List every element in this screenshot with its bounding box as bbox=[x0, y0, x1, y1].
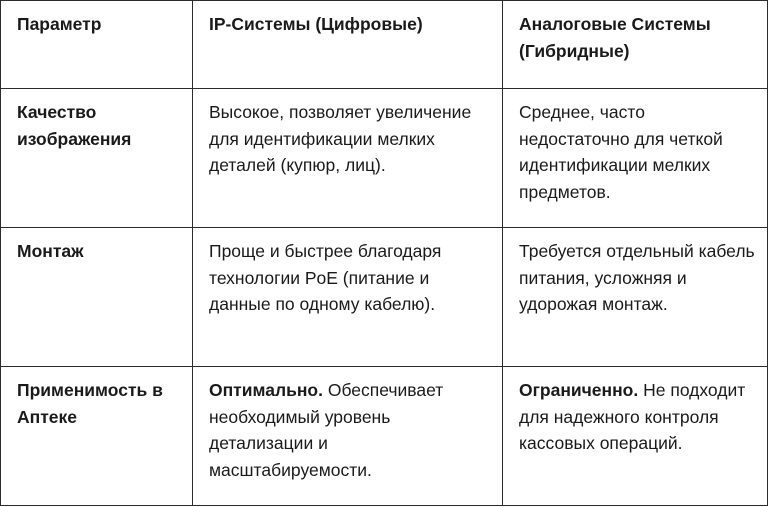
cell-text: Среднее, часто недостаточно для четкой идентификации мелких предметов. bbox=[519, 102, 723, 202]
cell-text: Обеспечивает необходимый уровень детализации и масштабируемости. bbox=[209, 380, 444, 480]
cell-text: Высокое, позволяет увеличение для идентификации мелких деталей (купюр, лиц). bbox=[209, 102, 472, 175]
row-analog-cell bbox=[503, 89, 768, 228]
table-header-row bbox=[1, 1, 768, 89]
table-row bbox=[1, 367, 768, 506]
table-row bbox=[1, 89, 768, 228]
row-parameter: Применимость в Аптеке bbox=[1, 367, 193, 506]
row-parameter: Качество изображения bbox=[1, 89, 193, 228]
row-ip-cell bbox=[193, 228, 503, 367]
row-analog-cell bbox=[503, 228, 768, 367]
cell-bold: Оптимально. bbox=[209, 380, 323, 400]
header-parameter: Параметр bbox=[1, 1, 193, 89]
cell-bold: Ограниченно. bbox=[519, 380, 639, 400]
cell-text: Требуется отдельный кабель питания, усложняя и удорожая монтаж. bbox=[519, 241, 755, 314]
row-ip-cell bbox=[193, 89, 503, 228]
row-parameter: Монтаж bbox=[1, 228, 193, 367]
cell-text: Не подходит для надежного контроля кассовых операций. bbox=[519, 380, 746, 453]
header-ip-systems: IP-Системы (Цифровые) bbox=[193, 1, 503, 89]
cell-text: Проще и быстрее благодаря технологии PoE (питание и данные по одному кабелю). bbox=[209, 241, 442, 314]
row-ip-cell bbox=[193, 367, 503, 506]
table-row bbox=[1, 228, 768, 367]
header-analog-systems: Аналоговые Системы (Гибридные) bbox=[503, 1, 768, 89]
row-analog-cell bbox=[503, 367, 768, 506]
